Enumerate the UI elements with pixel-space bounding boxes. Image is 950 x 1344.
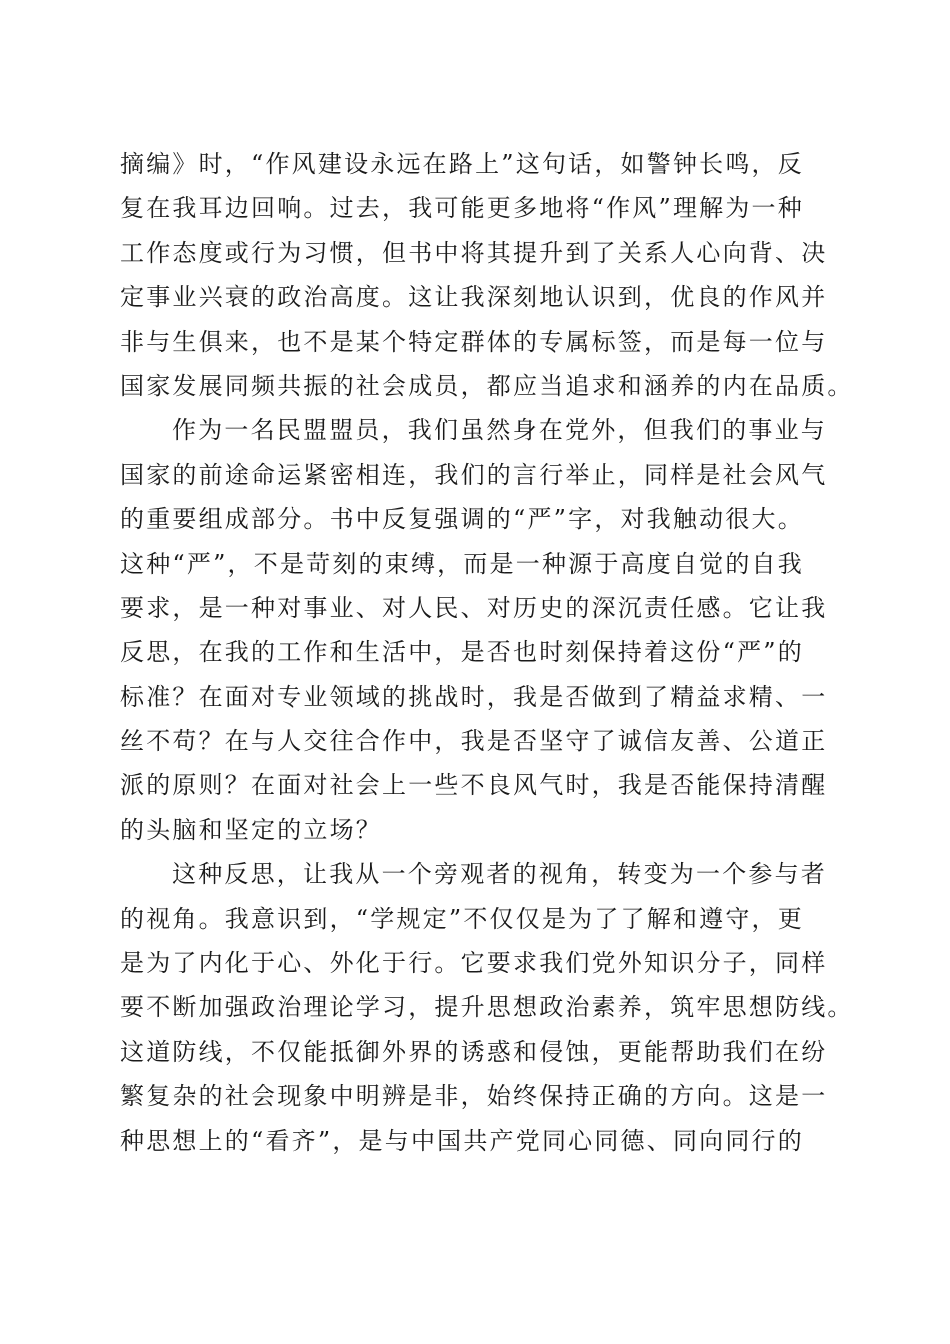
text-line: 是为了内化于心、外化于行。它要求我们党外知识分子，同样 bbox=[120, 949, 828, 978]
text-line: 的重要组成部分。书中反复强调的“严”字，对我触动很大。 bbox=[120, 505, 804, 534]
text-line: 标准？在面对专业领域的挑战时，我是否做到了精益求精、一 bbox=[120, 682, 828, 711]
text-line: 复在我耳边回响。过去，我可能更多地将“作风”理解为一种 bbox=[120, 194, 804, 223]
text-line: 这种“严”，不是苛刻的束缚，而是一种源于高度自觉的自我 bbox=[120, 549, 804, 578]
text-line: 要求，是一种对事业、对人民、对历史的深沉责任感。它让我 bbox=[120, 593, 828, 622]
text-line: 摘编》时，“作风建设永远在路上”这句话，如警钟长鸣，反 bbox=[120, 150, 804, 178]
text-line: 非与生俱来，也不是某个特定群体的专属标签，而是每一位与 bbox=[120, 327, 828, 356]
paragraph-first-line: 这种反思，让我从一个旁观者的视角，转变为一个参与者 bbox=[172, 860, 827, 889]
text-line: 国家的前途命运紧密相连，我们的言行举止，同样是社会风气 bbox=[120, 460, 828, 489]
text-line: 派的原则？在面对社会上一些不良风气时，我是否能保持清醒 bbox=[120, 771, 828, 800]
text-line: 丝不苟？在与人交往合作中，我是否坚守了诚信友善、公道正 bbox=[120, 727, 828, 756]
text-line: 工作态度或行为习惯，但书中将其提升到了关系人心向背、决 bbox=[120, 238, 828, 267]
text-line: 国家发展同频共振的社会成员，都应当追求和涵养的内在品质。 bbox=[120, 371, 854, 400]
text-line: 反思，在我的工作和生活中，是否也时刻保持着这份“严”的 bbox=[120, 638, 804, 667]
text-line: 要不断加强政治理论学习，提升思想政治素养，筑牢思想防线。 bbox=[120, 993, 854, 1022]
text-line: 种思想上的“看齐”，是与中国共产党同心同德、同向同行的 bbox=[120, 1126, 804, 1155]
text-line: 这道防线，不仅能抵御外界的诱惑和侵蚀，更能帮助我们在纷 bbox=[120, 1037, 828, 1066]
paragraph-first-line: 作为一名民盟盟员，我们虽然身在党外，但我们的事业与 bbox=[172, 416, 827, 445]
body-text bbox=[120, 142, 854, 1163]
text-line: 繁复杂的社会现象中明辨是非，始终保持正确的方向。这是一 bbox=[120, 1082, 828, 1111]
text-line: 的头脑和坚定的立场？ bbox=[120, 815, 382, 844]
text-line: 的视角。我意识到，“学规定”不仅仅是为了了解和遵守，更 bbox=[120, 904, 804, 933]
text-line: 定事业兴衰的政治高度。这让我深刻地认识到，优良的作风并 bbox=[120, 283, 828, 312]
